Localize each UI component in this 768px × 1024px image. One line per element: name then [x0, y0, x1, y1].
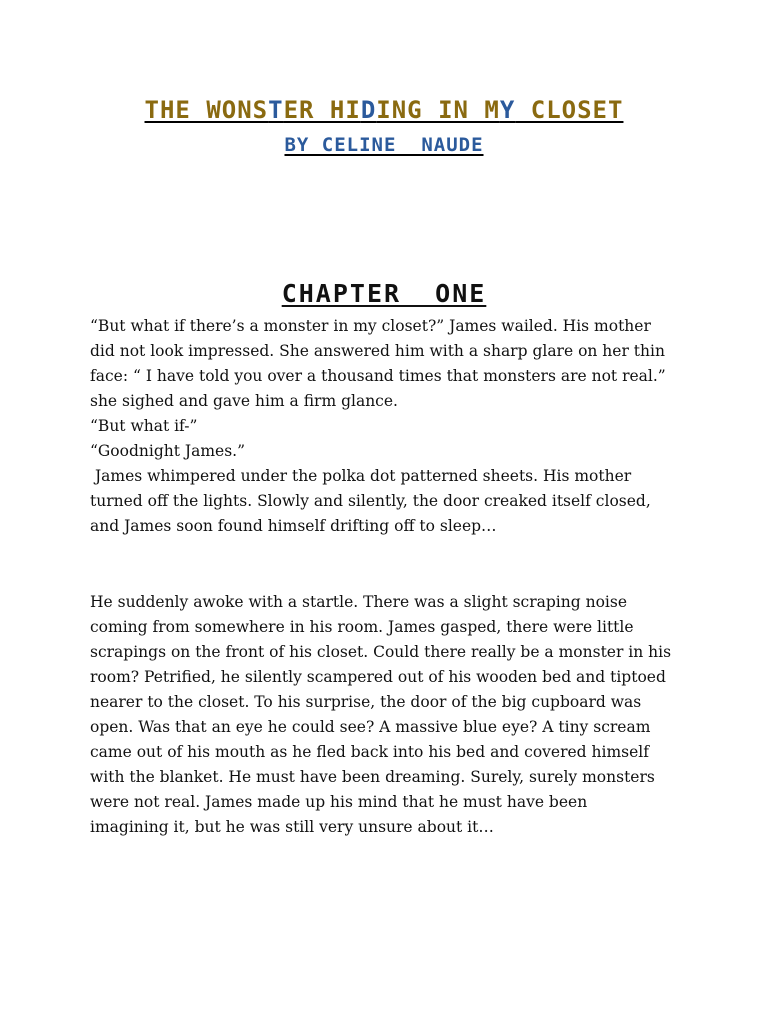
- document-title: [0, 96, 768, 124]
- text-line: turned off the lights. Slowly and silently, the door creaked itself closed,: [90, 492, 651, 510]
- text-line: scrapings on the front of his closet. Could there really be a monster in his: [90, 643, 672, 661]
- title-part: D: [360, 96, 377, 124]
- text-line: He suddenly awoke with a startle. There was a slight scraping noise: [90, 593, 627, 611]
- author-byline: BY CELINE NAUDE: [284, 134, 484, 156]
- text-line: did not look impressed. She answered him with a sharp glare on her thin: [90, 342, 665, 360]
- title-part: ER HI: [283, 96, 361, 124]
- text-line: room? Petrified, he silently scampered out of his wooden bed and tiptoed: [90, 668, 666, 686]
- text-line: and James soon found himself drifting off to sleep…: [90, 517, 497, 535]
- text-line: came out of his mouth as he fled back into his bed and covered himself: [90, 743, 649, 761]
- text-line: imagining it, but he was still very unsure about it…: [90, 818, 494, 836]
- text-line: James whimpered under the polka dot patterned sheets. His mother: [90, 467, 632, 485]
- title-part: CLOSET: [515, 96, 624, 124]
- chapter-heading: CHAPTER ONE: [281, 279, 487, 308]
- text-line: open. Was that an eye he could see? A massive blue eye? A tiny scream: [90, 718, 651, 736]
- title-part: T: [268, 96, 284, 124]
- text-line: “Goodnight James.”: [90, 442, 246, 460]
- title-part: ING IN M: [376, 96, 500, 124]
- title-part: THE WONS: [144, 96, 269, 124]
- text-line: she sighed and gave him a firm glance.: [90, 392, 398, 410]
- text-line: coming from somewhere in his room. James gasped, there were little: [90, 618, 634, 636]
- text-line: “But what if-”: [90, 417, 198, 435]
- text-line: nearer to the closet. To his surprise, the door of the big cupboard was: [90, 693, 642, 711]
- section-one: [90, 314, 690, 539]
- text-line: were not real. James made up his mind that he must have been: [90, 793, 588, 811]
- text-line: “But what if there’s a monster in my closet?” James wailed. His mother: [90, 317, 651, 335]
- title-part: Y: [499, 96, 516, 124]
- section-two: [90, 590, 690, 840]
- text-line: with the blanket. He must have been dreaming. Surely, surely monsters: [90, 768, 655, 786]
- text-line: face: “ I have told you over a thousand times that monsters are not real.”: [90, 367, 666, 385]
